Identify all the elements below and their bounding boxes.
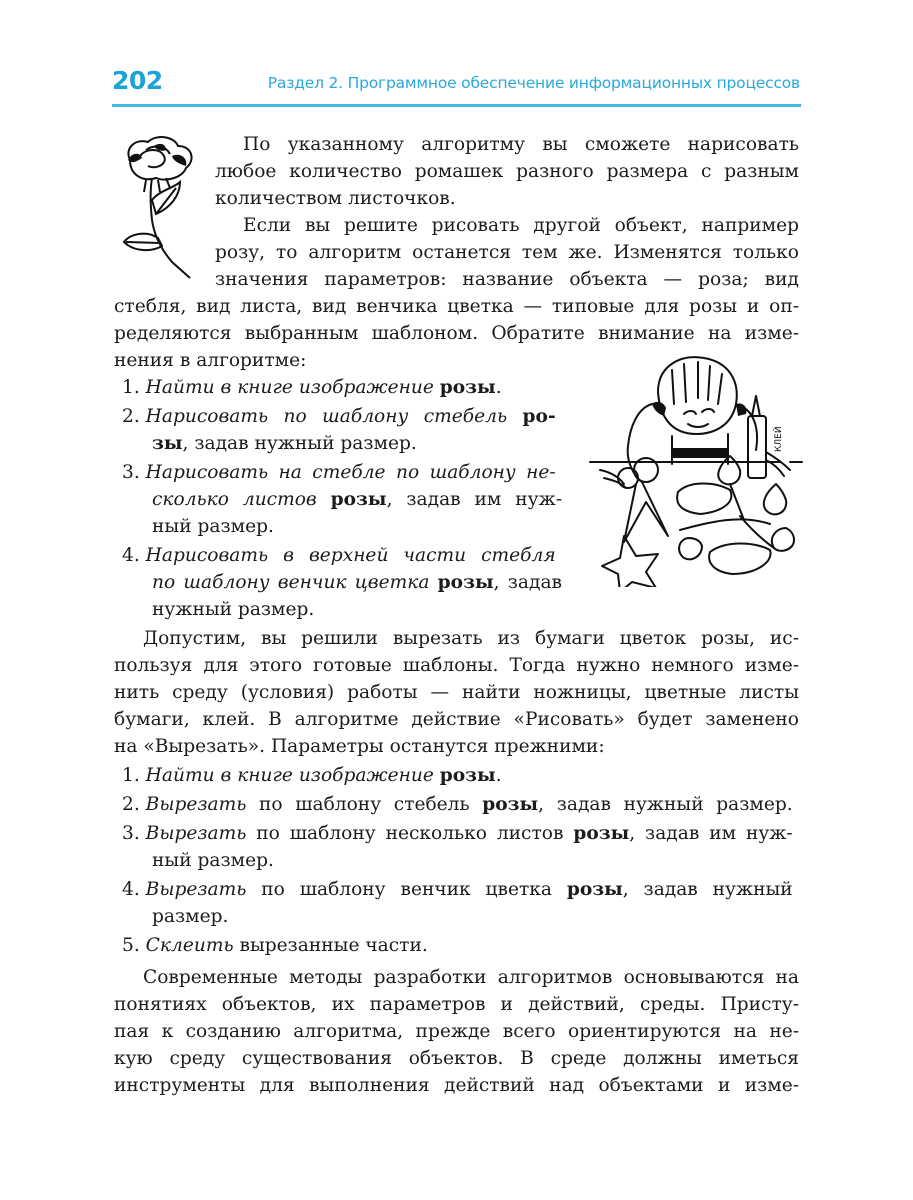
running-head: Раздел 2. Программное обеспечение информационных процессов [267,74,800,92]
text-line: розу, то алгоритм останется тем же. Изменятся только [215,242,799,263]
text-line: нить среду (условия) работы — найти ножницы, цветные листы [114,682,799,703]
list-item-cont: ный размер. [152,850,274,871]
list-item: 5. Склеить вырезанные части. [122,935,428,956]
rose-illustration [116,130,200,280]
list-item: 1. Найти в книге изображение розы. [122,377,502,398]
text-line: стебля, вид листа, вид венчика цветка — типовые для розы и оп- [114,296,799,317]
text-line: Если вы решите рисовать другой объект, например [243,215,799,236]
text-line: значения параметров: название объекта — роза; вид [215,269,799,290]
list-item-cont: нужный размер. [152,599,315,620]
text-line: пая к созданию алгоритма, прежде всего ориентируются на не- [114,1021,799,1042]
list-item-cont: размер. [152,906,229,927]
list-item-cont: ный размер. [152,516,274,537]
text-line: понятиях объектов, их параметров и действий, среды. Присту- [114,994,799,1015]
page-header [112,66,800,100]
svg-text:КЛЕЙ: КЛЕЙ [774,426,784,452]
text-line: По указанному алгоритму вы сможете нарисовать [243,134,799,155]
text-line: инструменты для выполнения действий над объектами и изме- [114,1075,799,1096]
list-item-cont: сколько листов розы, задав им нуж- [152,489,562,510]
list-item: 3. Нарисовать на стебле по шаблону не- [122,462,556,483]
text-line: любое количество ромашек разного размера с разным [215,161,799,182]
list-item: 2. Вырезать по шаблону стебель розы, задав нужный размер. [122,794,793,815]
text-line: бумаги, клей. В алгоритме действие «Рисовать» будет заменено [114,709,799,730]
text-line: ределяются выбранным шаблоном. Обратите внимание на изме- [114,323,799,344]
child-cutting-paper-illustration [580,352,805,587]
list-item-cont: зы, задав нужный размер. [152,433,417,454]
list-item: 4. Вырезать по шаблону венчик цветка розы, задав нужный [122,879,793,900]
list-item: 2. Нарисовать по шаблону стебель ро- [122,406,556,427]
page-number: 202 [112,66,163,95]
list-item: 1. Найти в книге изображение розы. [122,765,502,786]
text-line: кую среду существования объектов. В среде должны иметься [114,1048,799,1069]
text-line: количеством листочков. [215,188,456,209]
list-item: 3. Вырезать по шаблону несколько листов розы, задав им нуж- [122,823,793,844]
text-line: пользуя для этого готовые шаблоны. Тогда нужно немного изме- [114,655,799,676]
text-line: Допустим, вы решили вырезать из бумаги цветок розы, ис- [143,628,799,649]
list-item-cont: по шаблону венчик цветка розы, задав [152,572,562,593]
header-divider [112,104,801,107]
text-line: нения в алгоритме: [114,350,307,371]
text-line: Современные методы разработки алгоритмов основываются на [143,967,799,988]
text-line: на «Вырезать». Параметры останутся прежними: [114,736,605,757]
list-item: 4. Нарисовать в верхней части стебля [122,545,556,566]
